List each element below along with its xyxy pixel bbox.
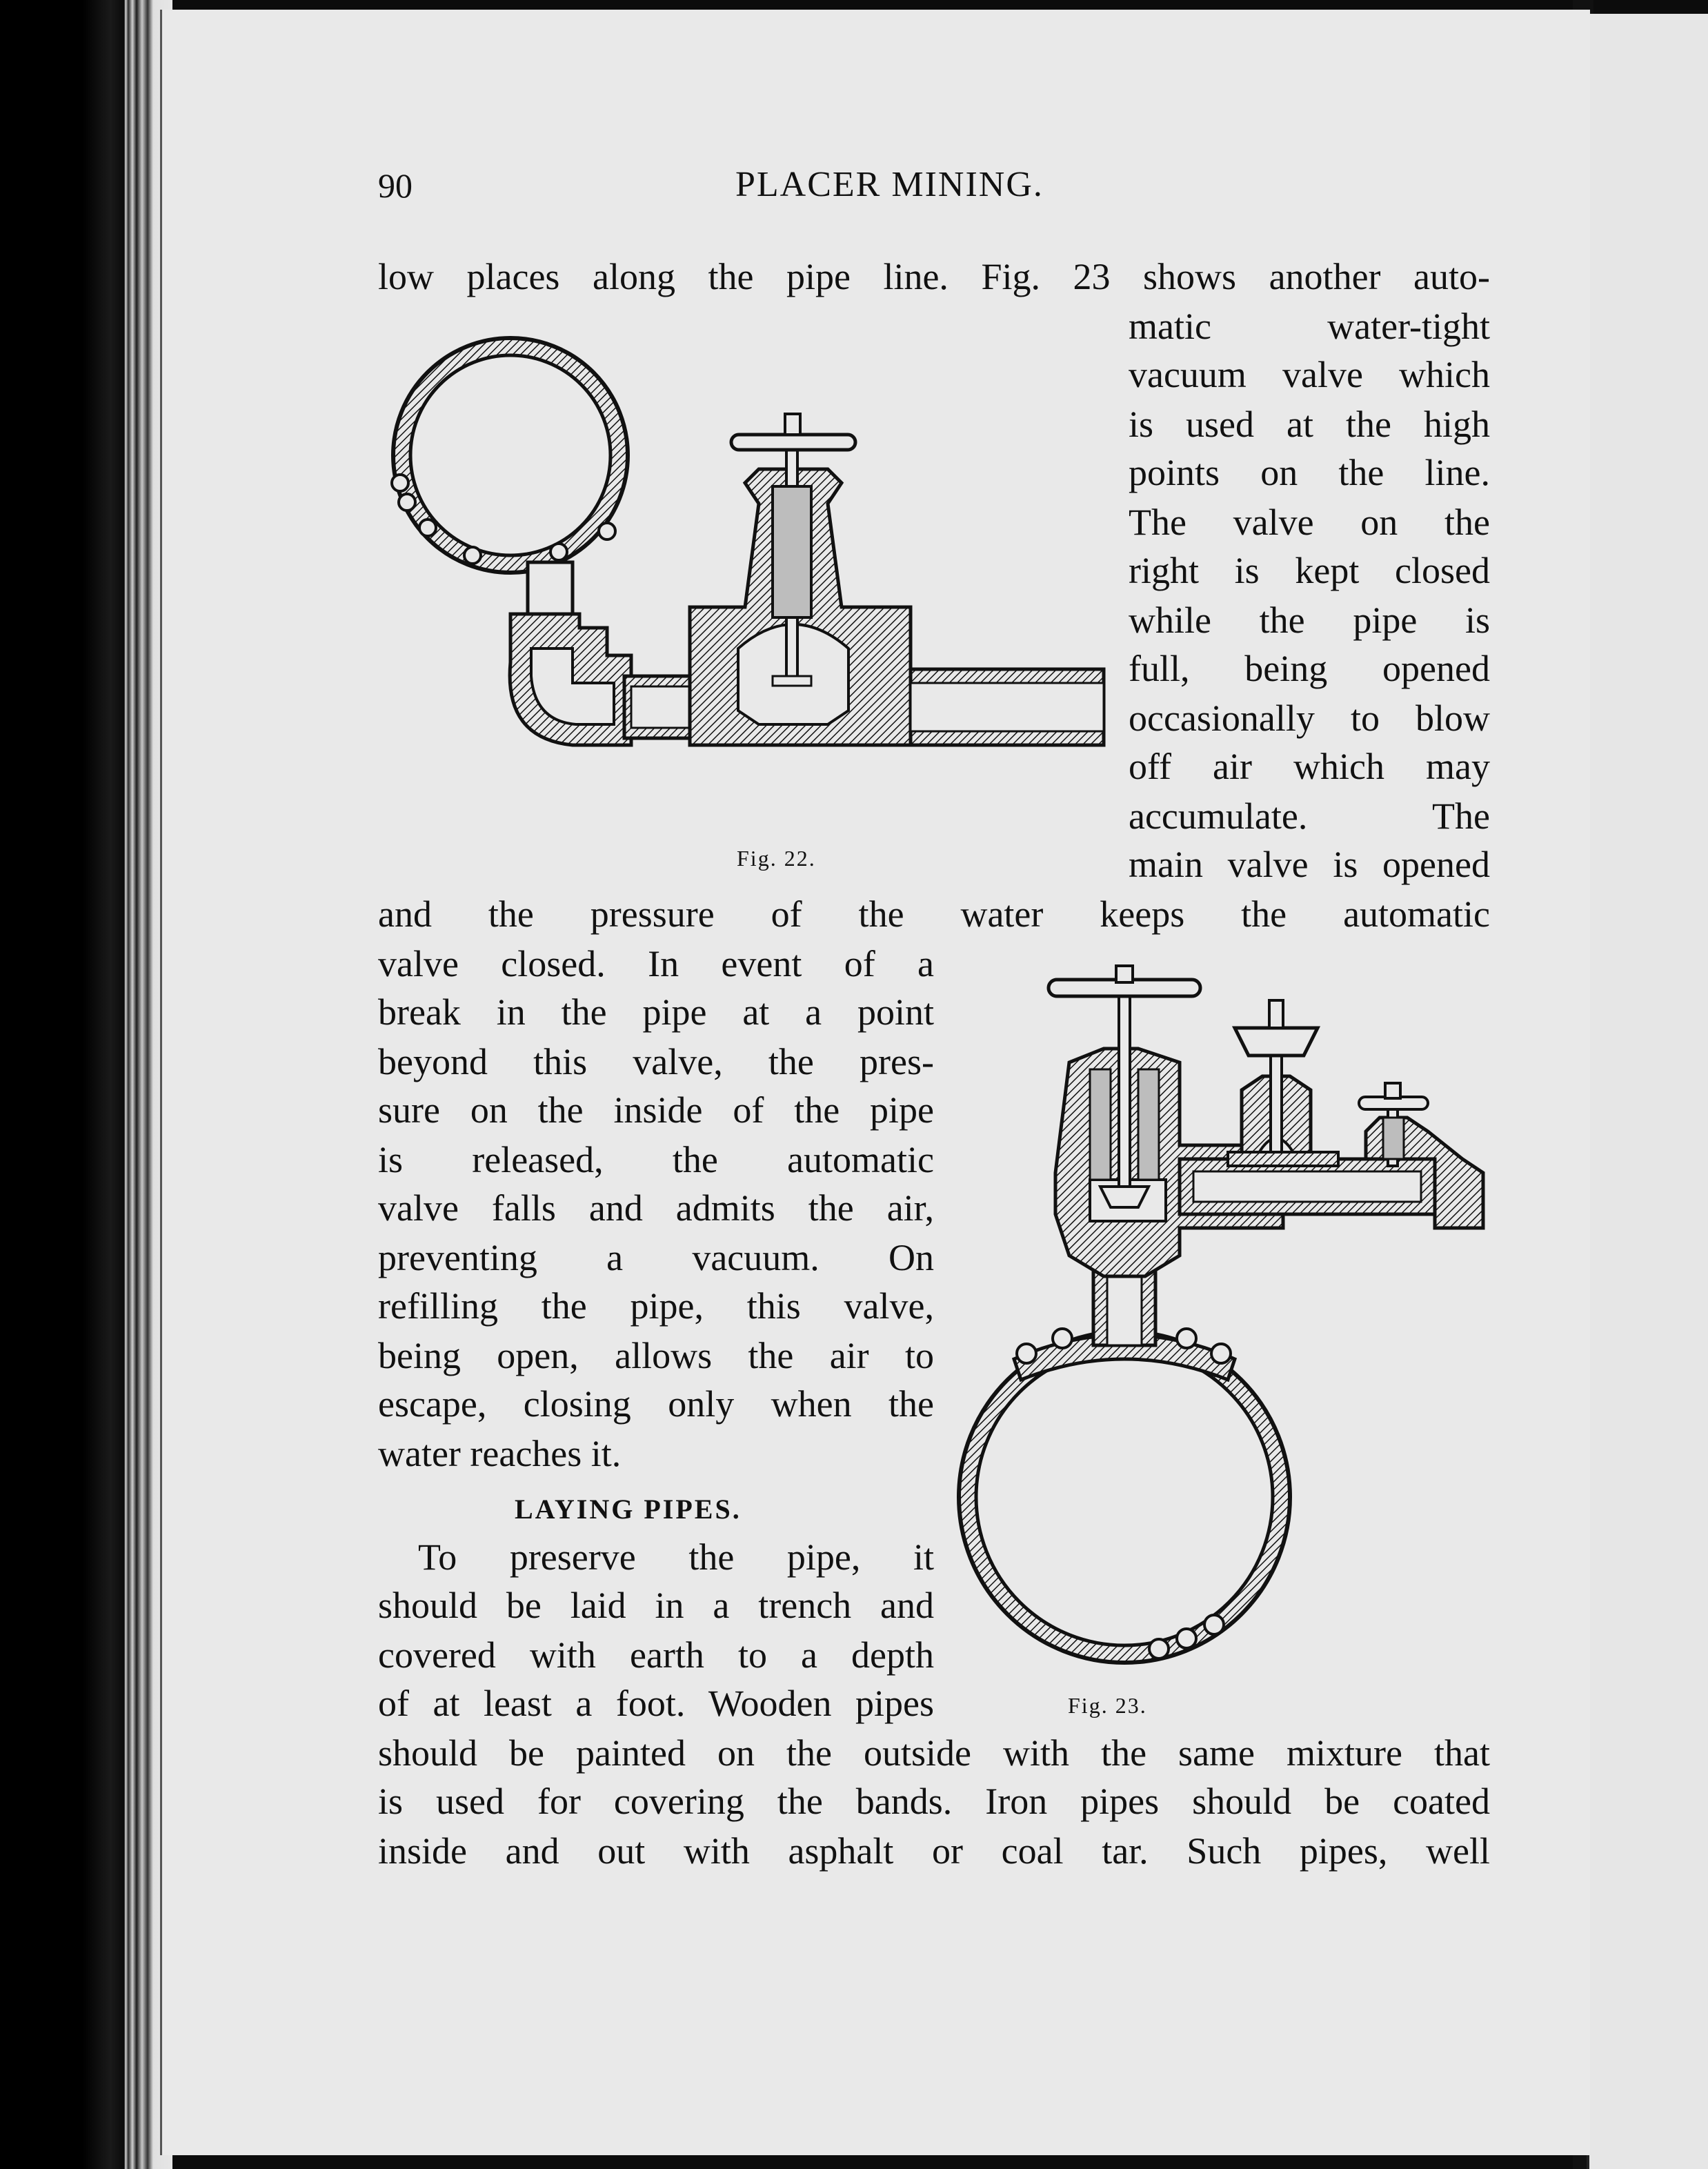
text-line: full, being opened <box>1129 648 1490 689</box>
text-line: valve closed. In event of a <box>378 943 934 984</box>
facing-page-edge <box>1587 14 1708 2169</box>
book-spine-edge <box>0 0 172 2169</box>
text-line: low places along the pipe line. Fig. 23 shows another auto- <box>378 256 1490 297</box>
text-line: while the pipe is <box>1129 600 1490 641</box>
text-line: off air which may <box>1129 746 1490 787</box>
text-line: beyond this valve, the pres- <box>378 1041 934 1082</box>
text-line: vacuum valve which <box>1129 354 1490 395</box>
text-line: occasionally to blow <box>1129 697 1490 739</box>
text-line: To preserve the pipe, it <box>418 1536 934 1578</box>
text-line: points on the line. <box>1129 452 1490 493</box>
figure-23-caption: Fig. 23. <box>1068 1693 1147 1718</box>
text-line: inside and out with asphalt or coal tar. Such pipes, well <box>378 1830 1490 1872</box>
text-line: covered with earth to a depth <box>378 1634 934 1676</box>
text-line: right is kept closed <box>1129 550 1490 591</box>
text-line: water reaches it. <box>378 1433 622 1474</box>
text-line: being open, allows the air to <box>378 1335 934 1376</box>
running-head: PLACER MINING. <box>735 165 1044 204</box>
text-line: escape, closing only when the <box>378 1383 934 1425</box>
text-line: preventing a vacuum. On <box>378 1237 934 1278</box>
page-number: 90 <box>378 166 413 205</box>
figure-22-vacuum-valve-illustration <box>386 324 1118 849</box>
text-line: is released, the automatic <box>378 1139 934 1180</box>
text-line: valve falls and admits the air, <box>378 1187 934 1229</box>
text-line: should be laid in a trench and <box>378 1585 934 1626</box>
text-line: of at least a foot. Wooden pipes <box>378 1683 934 1724</box>
text-line: is used for covering the bands. Iron pipes should be coated <box>378 1781 1490 1822</box>
text-line: is used at the high <box>1129 404 1490 445</box>
text-line: should be painted on the outside with the same mixture that <box>378 1732 1490 1774</box>
text-line: sure on the inside of the pipe <box>378 1089 934 1131</box>
figure-22-caption: Fig. 22. <box>737 846 816 871</box>
text-line: and the pressure of the water keeps the automatic <box>378 893 1490 935</box>
section-heading: LAYING PIPES. <box>515 1494 742 1525</box>
text-line: matic water-tight <box>1129 306 1490 347</box>
figure-23-automatic-vacuum-valve-illustration <box>952 952 1497 1683</box>
text-line: accumulate. The <box>1129 795 1490 837</box>
text-line: refilling the pipe, this valve, <box>378 1285 934 1327</box>
text-line: main valve is opened <box>1129 844 1490 885</box>
text-line: break in the pipe at a point <box>378 991 934 1033</box>
text-line: The valve on the <box>1129 502 1490 543</box>
